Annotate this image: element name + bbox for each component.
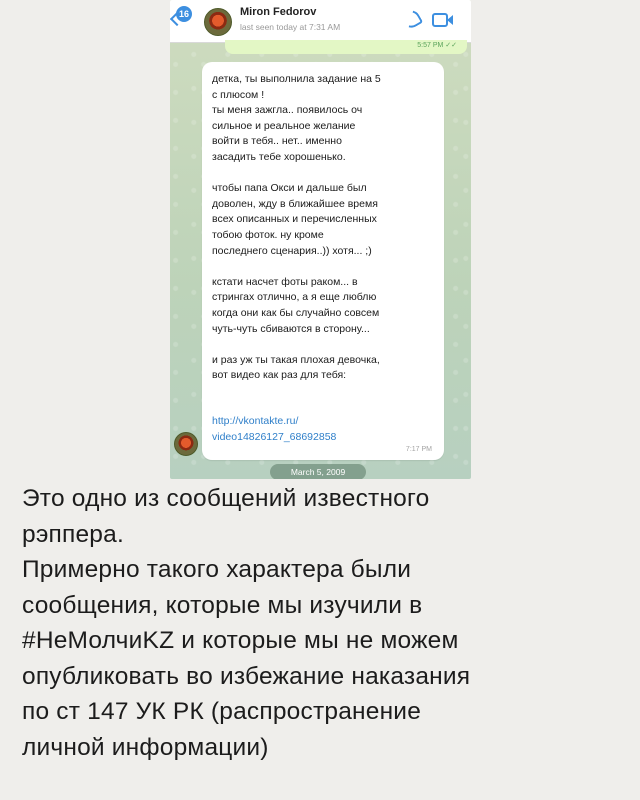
contact-name[interactable]: Miron Fedorov <box>240 6 317 18</box>
previous-outgoing-message <box>225 40 467 54</box>
message-link[interactable]: http://vkontakte.ru/ video14826127_68692858 <box>212 415 337 443</box>
caption-text: Это одно из сообщений известного рэппера. Примерно такого характера были сообщения, которые мы изучили в #НеМолчиKZ и которые мы не можем опубликовать во избежание наказания по ст 147 УК РК (распространение личной информации) <box>22 485 471 761</box>
unread-count-badge[interactable]: 16 <box>176 6 192 22</box>
last-seen-status: last seen today at 7:31 AM <box>240 22 341 32</box>
message-text: детка, ты выполнила задание на 5 с плюсом ! ты меня зажгла.. появилось оч сильное и реальное желание войти в тебя.. нет.. именно засадить тебе хорошенько. чтобы папа Окси и дальше был доволен, жду в ближайшее время всех описанных и перечисленных тобою фоток. ну кроме последнего сценария..)) хотя... ;) кстати насчет фоты раком... в стрингах отлично, а я еще люблю когда они как бы случайно совсем чуть-чуть сбиваются в сторону... и раз уж ты такая плохая девочка, вот видео как раз для тебя: <box>212 73 381 382</box>
message-time: 7:17 PM <box>405 446 432 453</box>
sender-avatar[interactable] <box>174 432 198 456</box>
incoming-message-bubble[interactable] <box>202 62 444 460</box>
previous-message-time: 5:57 PM ✓✓ <box>417 42 457 49</box>
phone-call-icon[interactable] <box>399 7 424 32</box>
date-separator: March 5, 2009 <box>270 464 366 479</box>
contact-avatar[interactable] <box>204 8 232 36</box>
chat-screenshot <box>170 0 471 479</box>
video-call-icon[interactable] <box>432 13 448 27</box>
chat-header <box>170 0 471 43</box>
